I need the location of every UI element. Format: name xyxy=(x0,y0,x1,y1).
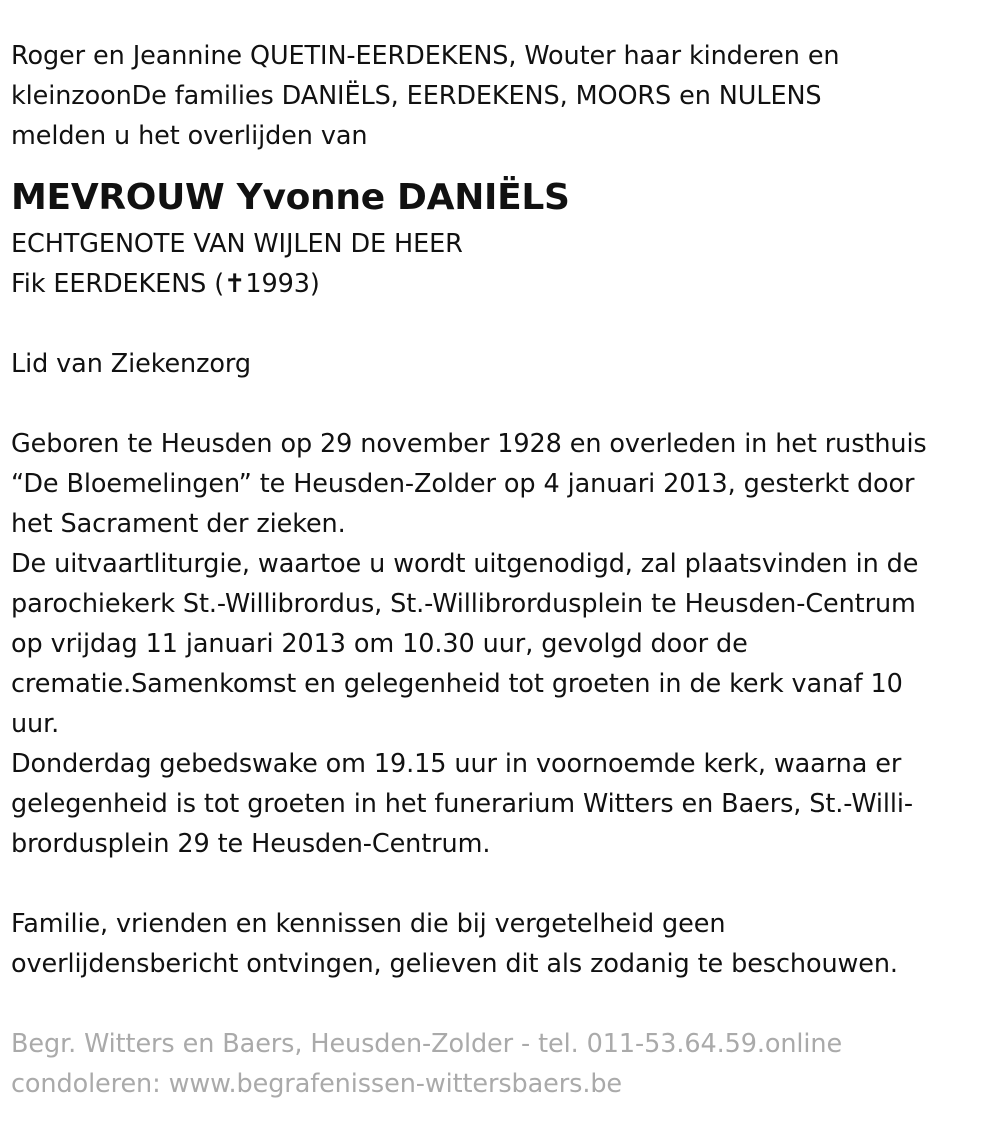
details-block xyxy=(11,424,988,864)
intro-line: Roger en Jeannine QUETIN-EERDEKENS, Wouter haar kinderen en xyxy=(11,41,840,71)
spouse-block xyxy=(11,224,988,304)
details-line: op vrijdag 11 januari 2013 om 10.30 uur, gevolgd door de xyxy=(11,629,748,659)
details-line: uur. xyxy=(11,709,60,739)
footer-line: Begr. Witters en Baers, Heusden-Zolder - tel. 011-53.64.59.online xyxy=(11,1029,843,1059)
spacer xyxy=(11,384,988,424)
details-line: gelegenheid is tot groeten in het funerarium Witters en Baers, St.-Willi- xyxy=(11,789,913,819)
spacer xyxy=(11,864,988,904)
notice-block xyxy=(11,904,988,984)
details-line: het Sacrament der zieken. xyxy=(11,509,346,539)
notice-line: Familie, vrienden en kennissen die bij vergetelheid geen xyxy=(11,909,726,939)
intro-line: kleinzoonDe families DANIËLS, EERDEKENS, MOORS en NULENS xyxy=(11,81,822,111)
details-line: De uitvaartliturgie, waartoe u wordt uitgenodigd, zal plaatsvinden in de xyxy=(11,549,919,579)
membership-line: Lid van Ziekenzorg xyxy=(11,349,251,379)
spacer xyxy=(11,304,988,344)
intro-block xyxy=(11,36,988,156)
spacer xyxy=(11,984,988,1024)
deceased-name: MEVROUW Yvonne DANIËLS xyxy=(11,177,570,218)
details-line: “De Bloemelingen” te Heusden-Zolder op 4 januari 2013, gesterkt door xyxy=(11,469,915,499)
spouse-line: ECHTGENOTE VAN WIJLEN DE HEER xyxy=(11,229,463,259)
details-line: Geboren te Heusden op 29 november 1928 en overleden in het rusthuis xyxy=(11,429,927,459)
details-line: brordusplein 29 te Heusden-Centrum. xyxy=(11,829,491,859)
details-line: Donderdag gebedswake om 19.15 uur in voornoemde kerk, waarna er xyxy=(11,749,902,779)
spouse-line: Fik EERDEKENS (✝1993) xyxy=(11,269,320,299)
footer-line: condoleren: www.begrafenissen-wittersbaers.be xyxy=(11,1069,622,1099)
details-line: parochiekerk St.-Willibrordus, St.-Willibrordusplein te Heusden-Centrum xyxy=(11,589,916,619)
intro-line: melden u het overlijden van xyxy=(11,121,368,151)
details-line: crematie.Samenkomst en gelegenheid tot groeten in de kerk vanaf 10 xyxy=(11,669,903,699)
notice-line: overlijdensbericht ontvingen, gelieven dit als zodanig te beschouwen. xyxy=(11,949,898,979)
footer-block xyxy=(11,1024,988,1104)
